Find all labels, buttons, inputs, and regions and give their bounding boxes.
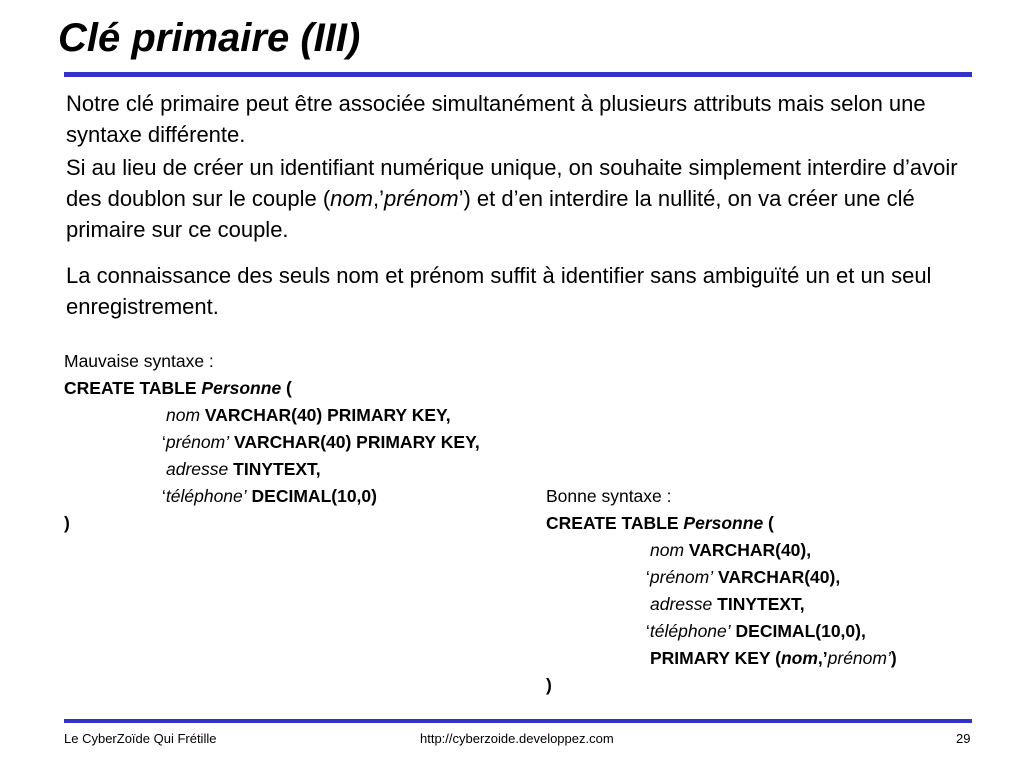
good-column-telephone — [646, 618, 866, 645]
good-column-nom — [650, 537, 811, 564]
paragraph-1 — [66, 88, 966, 150]
paragraph-2-sep: ,’ — [372, 186, 384, 211]
good-create-keyword: CREATE TABLE — [546, 513, 679, 533]
good-col-quote: ‘ — [646, 567, 650, 587]
bad-col-type: TINYTEXT, — [233, 459, 321, 479]
bad-column-telephone — [162, 483, 377, 510]
good-col-type: DECIMAL(10,0), — [735, 621, 866, 641]
good-pk-prefix: PRIMARY KEY ( — [650, 648, 781, 668]
slide-title: Clé primaire (III) — [58, 16, 361, 60]
paragraph-2-start: Si au lieu de créer un identifiant numérique unique, on souhaite simplement interdire d’avoir des doublon sur le couple ( — [66, 155, 958, 211]
paragraph-2-end: ’) et d’en interdire la nullité, on va créer une clé primaire sur ce couple. — [66, 186, 915, 242]
paragraph-3 — [66, 260, 966, 322]
page-number: 29 — [956, 731, 971, 746]
good-column-adresse — [650, 591, 805, 618]
paragraph-2-text — [66, 152, 966, 245]
paragraph-2-nom: nom — [330, 186, 373, 211]
good-col-type: VARCHAR(40), — [718, 567, 841, 587]
bad-col-name: prénom’ — [165, 432, 230, 452]
good-syntax-label: Bonne syntaxe : — [546, 486, 672, 506]
footer-divider — [64, 719, 972, 723]
good-col-name: téléphone’ — [649, 621, 731, 641]
bad-close-paren: ) — [64, 513, 70, 533]
good-col-name: adresse — [650, 594, 713, 614]
good-table-name: Personne — [683, 513, 764, 533]
good-pk-prenom: prénom’ — [827, 648, 891, 668]
bad-column-nom — [166, 402, 451, 429]
bad-col-name: téléphone’ — [165, 486, 247, 506]
good-col-type: TINYTEXT, — [717, 594, 805, 614]
paragraph-2 — [66, 152, 966, 245]
bad-create-line — [64, 375, 292, 402]
good-close-paren: ) — [546, 675, 552, 695]
bad-col-name: adresse — [166, 459, 229, 479]
paragraph-1-text: Notre clé primaire peut être associée simultanément à plusieurs attributs mais selon une syntaxe différente. — [66, 91, 926, 147]
good-open-paren: ( — [768, 513, 774, 533]
bad-syntax-label: Mauvaise syntaxe : — [64, 351, 214, 371]
good-pk-sep: ,’ — [817, 648, 828, 668]
bad-col-quote: ‘ — [162, 432, 166, 452]
footer-author: Le CyberZoïde Qui Frétille — [64, 731, 217, 746]
good-pk-nom: nom — [780, 648, 818, 668]
good-primary-key-line — [650, 645, 897, 672]
bad-open-paren: ( — [286, 378, 292, 398]
bad-create-keyword: CREATE TABLE — [64, 378, 197, 398]
bad-column-adresse — [166, 456, 321, 483]
bad-col-name: nom — [166, 405, 201, 425]
paragraph-3-text: La connaissance des seuls nom et prénom suffit à identifier sans ambiguïté un et un seul enregistrement. — [66, 263, 932, 319]
good-pk-close: ) — [890, 648, 897, 668]
good-col-name: nom — [650, 540, 685, 560]
bad-col-type: VARCHAR(40) PRIMARY KEY, — [234, 432, 480, 452]
footer-url: http://cyberzoide.developpez.com — [420, 731, 614, 746]
bad-col-quote: ‘ — [162, 486, 166, 506]
bad-column-prenom — [162, 429, 480, 456]
good-col-type: VARCHAR(40), — [688, 540, 812, 560]
good-col-quote: ‘ — [646, 621, 650, 641]
paragraph-2-prenom: prénom — [383, 186, 459, 211]
bad-col-type: VARCHAR(40) PRIMARY KEY, — [204, 405, 451, 425]
bad-col-type: DECIMAL(10,0) — [251, 486, 377, 506]
good-col-name: prénom’ — [649, 567, 714, 587]
title-divider — [64, 72, 972, 77]
good-column-prenom — [646, 564, 840, 591]
good-create-line — [546, 510, 774, 537]
bad-table-name: Personne — [201, 378, 282, 398]
